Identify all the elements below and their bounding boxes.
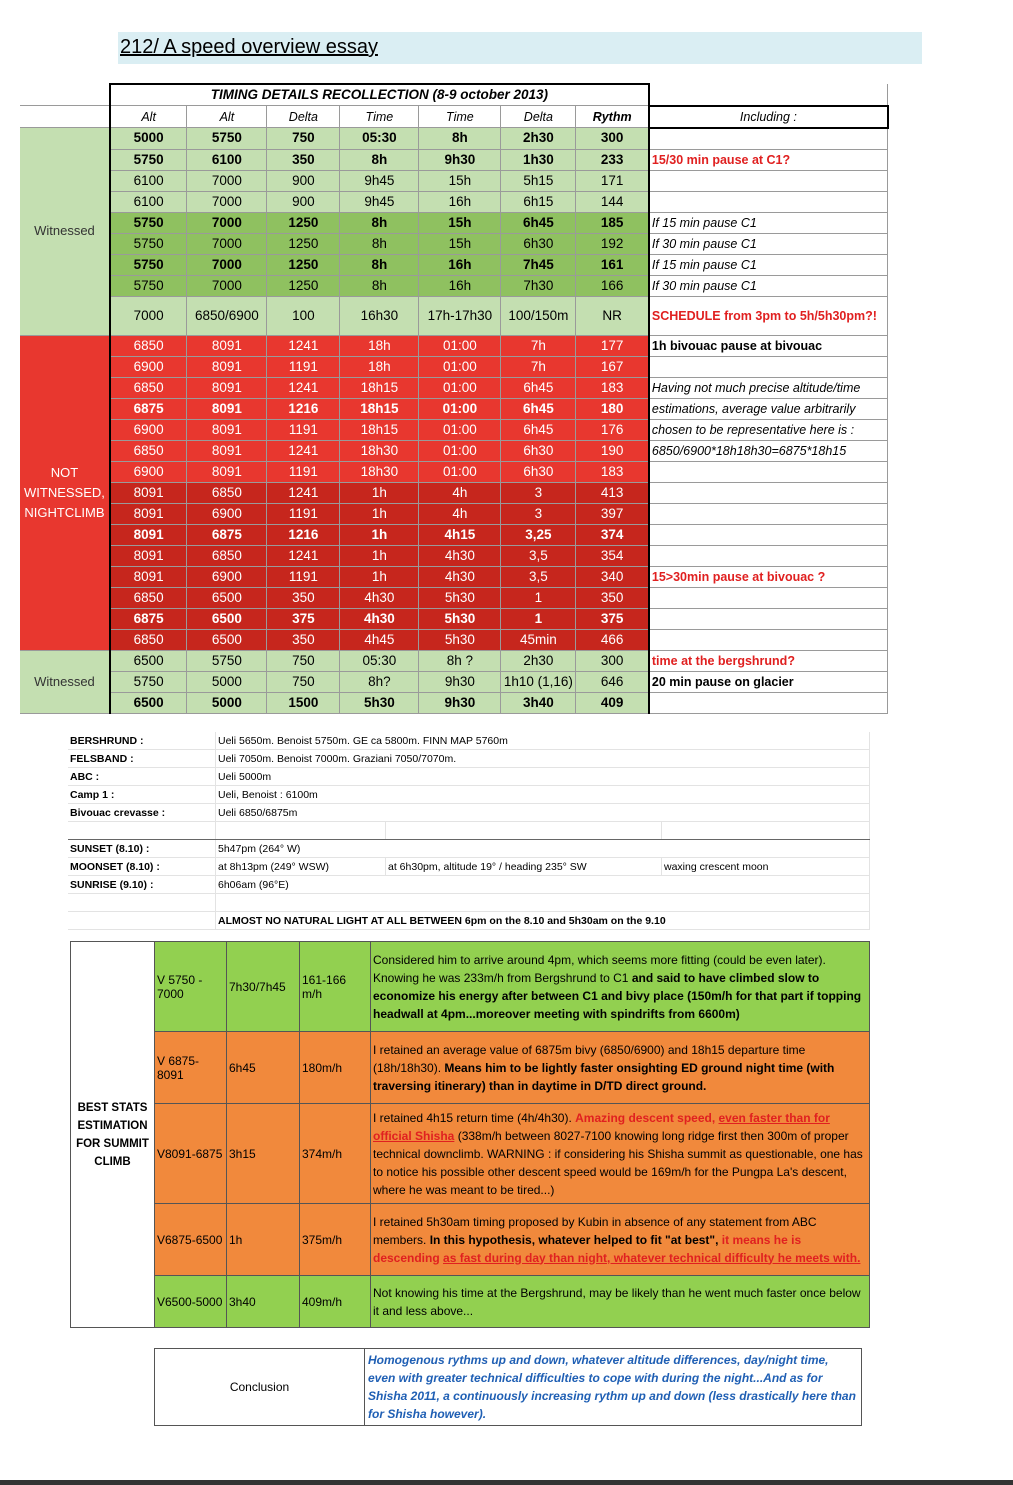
timing-cell: 6100	[187, 149, 267, 170]
timing-cell: 350	[267, 149, 340, 170]
timing-cell: 8h	[340, 254, 419, 275]
timing-cell: 466	[576, 629, 649, 650]
timing-cell: 05:30	[340, 650, 419, 671]
timing-cell: 180	[576, 398, 649, 419]
timing-cell: 01:00	[419, 461, 501, 482]
timing-row	[20, 440, 888, 461]
timing-row	[20, 629, 888, 650]
timing-cell: 8091	[110, 482, 187, 503]
timing-note	[649, 482, 888, 503]
timing-cell: 6900	[110, 419, 187, 440]
timing-cell: 375	[267, 608, 340, 629]
timing-cell: 6100	[110, 191, 187, 212]
timing-cell: 183	[576, 461, 649, 482]
timing-note	[649, 629, 888, 650]
timing-note	[649, 545, 888, 566]
timing-cell: 6500	[110, 692, 187, 713]
timing-cell: 1h	[340, 503, 419, 524]
timing-note	[649, 608, 888, 629]
conclusion-table	[154, 1348, 862, 1426]
timing-cell: 1	[501, 608, 576, 629]
page-title: 212/ A speed overview essay	[120, 36, 378, 58]
timing-note	[649, 170, 888, 191]
timing-cell: 4h30	[419, 545, 501, 566]
timing-cell: 171	[576, 170, 649, 191]
timing-cell: 16h	[419, 254, 501, 275]
timing-note: chosen to be representative here is :	[649, 419, 888, 440]
timing-cell: 6850/6900	[187, 296, 267, 335]
timing-cell: 7h45	[501, 254, 576, 275]
timing-note	[649, 356, 888, 377]
timing-note: 15/30 min pause at C1?	[649, 149, 888, 170]
group-witnessed-return: Witnessed	[20, 650, 110, 713]
timing-cell: 9h45	[340, 191, 419, 212]
info-row-light: ALMOST NO NATURAL LIGHT AT ALL BETWEEN 6pm on the 8.10 and 5h30am on the 9.10	[68, 912, 870, 930]
info-row-sunrise: SUNRISE (9.10) : 6h06am (96°E)	[68, 876, 870, 894]
timing-cell: 6h15	[501, 191, 576, 212]
info-row-camp1: Camp 1 : Ueli, Benoist : 6100m	[68, 786, 870, 804]
timing-cell: 8h?	[340, 671, 419, 692]
timing-row	[20, 692, 888, 713]
timing-cell: 1241	[267, 335, 340, 356]
timing-cell: 6850	[110, 377, 187, 398]
timing-cell: 6100	[110, 170, 187, 191]
timing-cell: 8091	[187, 461, 267, 482]
timing-cell: 5h30	[419, 608, 501, 629]
best-row-4: V6875-6500 1h 375m/h I retained 5h30am timing proposed by Kubin in absence of any statement from ABC members. In this hypothesis, whatever helped to fit "at best", it means he is descending as fast during day than night, whatever technical difficulty he meets with.	[71, 1204, 870, 1276]
timing-cell: 18h	[340, 356, 419, 377]
timing-row	[20, 356, 888, 377]
timing-row	[20, 650, 888, 671]
timing-cell: 5750	[110, 671, 187, 692]
timing-cell: 6850	[187, 545, 267, 566]
timing-row	[20, 275, 888, 296]
info-row-abc: ABC : Ueli 5000m	[68, 768, 870, 786]
timing-cell: 374	[576, 524, 649, 545]
timing-cell: 8091	[110, 503, 187, 524]
timing-row	[20, 461, 888, 482]
timing-cell: 45min	[501, 629, 576, 650]
timing-row	[20, 503, 888, 524]
best-row-5: V6500-5000 3h40 409m/h Not knowing his time at the Bergshrund, may be likely than he went much faster once below it and less above...	[71, 1276, 870, 1328]
timing-cell: 9h30	[419, 692, 501, 713]
timing-cell: 18h15	[340, 398, 419, 419]
timing-cell: 4h30	[419, 566, 501, 587]
timing-cell: 900	[267, 191, 340, 212]
conclusion-text: Homogenous rythms up and down, whatever altitude differences, day/night time, even with greater technical difficulties to cope with during the night...And as for Shisha 2011, a continuously increasing rythm up and down (less drastically here than for Shisha however).	[365, 1349, 862, 1426]
timing-cell: 167	[576, 356, 649, 377]
timing-row	[20, 587, 888, 608]
timing-cell: 18h15	[340, 377, 419, 398]
timing-note: Having not much precise altitude/time	[649, 377, 888, 398]
timing-cell: 190	[576, 440, 649, 461]
bottom-divider	[0, 1480, 1013, 1485]
timing-cell: 5750	[187, 650, 267, 671]
timing-cell: 6h45	[501, 377, 576, 398]
timing-row	[20, 335, 888, 356]
timing-cell: 5750	[110, 149, 187, 170]
timing-note: 15>30min pause at bivouac ?	[649, 566, 888, 587]
timing-row	[20, 128, 888, 150]
group-not-witnessed: NOT WITNESSED, NIGHTCLIMB	[20, 335, 110, 650]
timing-cell: 5h30	[419, 587, 501, 608]
column-header: Alt	[187, 106, 267, 128]
timing-cell: 16h30	[340, 296, 419, 335]
timing-cell: 16h	[419, 275, 501, 296]
timing-row	[20, 482, 888, 503]
timing-cell: 18h30	[340, 440, 419, 461]
timing-cell: 4h30	[340, 608, 419, 629]
timing-row	[20, 671, 888, 692]
timing-cell: 409	[576, 692, 649, 713]
timing-cell: 5000	[187, 692, 267, 713]
timing-cell: 1216	[267, 524, 340, 545]
timing-cell: 5h30	[419, 629, 501, 650]
timing-cell: 4h30	[340, 587, 419, 608]
column-header: Delta	[501, 106, 576, 128]
timing-cell: 3,25	[501, 524, 576, 545]
best-row-3: V8091-6875 3h15 374m/h I retained 4h15 return time (4h/4h30). Amazing descent speed, even faster than for official Shisha (338m/h between 8027-7100 knowing long ridge first then 300m of proper technical downclimb. WARNING : if considering his Shisha summit as questionable, one has to notice his possible other descent speed would be 169m/h for the Pungpa La's descent, where he was meant to be tired...)	[71, 1104, 870, 1204]
timing-note: If 30 min pause C1	[649, 233, 888, 254]
timing-cell: 4h45	[340, 629, 419, 650]
timing-title: TIMING DETAILS RECOLLECTION (8-9 october 2013)	[110, 84, 649, 106]
timing-cell: 8h	[419, 128, 501, 150]
timing-cell: 3,5	[501, 566, 576, 587]
timing-note: If 30 min pause C1	[649, 275, 888, 296]
timing-row	[20, 377, 888, 398]
group-witnessed: Witnessed	[20, 128, 110, 336]
timing-cell: 750	[267, 671, 340, 692]
timing-cell: 6850	[187, 482, 267, 503]
best-row-1: BEST STATS ESTIMATION FOR SUMMIT CLIMB V 5750 - 7000 7h30/7h45 161-166 m/h Considered him to arrive around 4pm, which seems more fitting (could be even later). Knowing he was 233m/h from Bergshrund to C1 and said to have climbed slow to economize his energy after between C1 and bivy place (150m/h for that part if topping headwall at 4pm...moreover meeting with spindrifts from 6600m)	[71, 942, 870, 1032]
timing-cell: 7000	[187, 191, 267, 212]
timing-cell: 1191	[267, 419, 340, 440]
timing-row	[20, 212, 888, 233]
timing-cell: 233	[576, 149, 649, 170]
timing-row	[20, 545, 888, 566]
timing-row	[20, 608, 888, 629]
timing-cell: 9h30	[419, 671, 501, 692]
timing-cell: 750	[267, 128, 340, 150]
timing-cell: 6875	[187, 524, 267, 545]
timing-cell: 15h	[419, 233, 501, 254]
timing-note	[649, 461, 888, 482]
timing-cell: 144	[576, 191, 649, 212]
timing-cell: 1h	[340, 482, 419, 503]
timing-cell: 9h45	[340, 170, 419, 191]
timing-row	[20, 524, 888, 545]
timing-cell: 5750	[110, 275, 187, 296]
timing-cell: 05:30	[340, 128, 419, 150]
timing-note: 6850/6900*18h18h30=6875*18h15	[649, 440, 888, 461]
timing-row	[20, 170, 888, 191]
timing-cell: 1191	[267, 503, 340, 524]
timing-cell: 2h30	[501, 650, 576, 671]
timing-cell: 8091	[187, 398, 267, 419]
info-row-felsband: FELSBAND : Ueli 7050m. Benoist 7000m. Graziani 7050/7070m.	[68, 750, 870, 768]
timing-cell: 6500	[187, 629, 267, 650]
timing-cell: 1h10 (1,16)	[501, 671, 576, 692]
timing-cell: 8h	[340, 233, 419, 254]
timing-note: time at the bergshrund?	[649, 650, 888, 671]
timing-note: If 15 min pause C1	[649, 212, 888, 233]
best-stats-table	[70, 941, 870, 1328]
timing-cell: 5000	[187, 671, 267, 692]
timing-cell: 7000	[110, 296, 187, 335]
timing-cell: 1h30	[501, 149, 576, 170]
best-row-2: V 6875-8091 6h45 180m/h I retained an average value of 6875m bivy (6850/6900) and 18h15 departure time (18h/18h30). Means him to be lightly faster onsighting ED ground night time (with traversing itinerary) than in daytime in D/TD direct ground.	[71, 1032, 870, 1104]
timing-cell: 9h30	[419, 149, 501, 170]
timing-note: estimations, average value arbitrarily	[649, 398, 888, 419]
timing-cell: 1241	[267, 377, 340, 398]
timing-row	[20, 296, 888, 335]
timing-cell: 8091	[187, 419, 267, 440]
timing-cell: 750	[267, 650, 340, 671]
timing-table	[20, 83, 889, 714]
timing-cell: 18h	[340, 335, 419, 356]
timing-row	[20, 254, 888, 275]
timing-cell: 01:00	[419, 335, 501, 356]
timing-cell: 5h15	[501, 170, 576, 191]
timing-row	[20, 233, 888, 254]
timing-cell: 6500	[110, 650, 187, 671]
timing-cell: 185	[576, 212, 649, 233]
timing-cell: 5h30	[340, 692, 419, 713]
timing-cell: 5000	[110, 128, 187, 150]
timing-cell: 2h30	[501, 128, 576, 150]
timing-cell: 8091	[187, 335, 267, 356]
timing-cell: 15h	[419, 170, 501, 191]
timing-cell: 6875	[110, 398, 187, 419]
timing-cell: 1250	[267, 233, 340, 254]
timing-cell: 192	[576, 233, 649, 254]
timing-cell: 6850	[110, 440, 187, 461]
info-row-bershrund: BERSHRUND : Ueli 5650m. Benoist 5750m. GE ca 5800m. FINN MAP 5760m	[68, 732, 870, 750]
timing-cell: 8h	[340, 149, 419, 170]
timing-cell: 8h	[340, 275, 419, 296]
timing-cell: 01:00	[419, 377, 501, 398]
timing-cell: 6850	[110, 587, 187, 608]
timing-cell: 5750	[187, 128, 267, 150]
timing-row	[20, 149, 888, 170]
timing-cell: 3	[501, 503, 576, 524]
column-header: Alt	[110, 106, 187, 128]
timing-cell: 7000	[187, 170, 267, 191]
timing-cell: 7h	[501, 335, 576, 356]
timing-note	[649, 503, 888, 524]
timing-cell: 1191	[267, 461, 340, 482]
timing-cell: 6h45	[501, 419, 576, 440]
timing-cell: 01:00	[419, 419, 501, 440]
timing-cell: 6850	[110, 335, 187, 356]
timing-cell: 100	[267, 296, 340, 335]
timing-cell: 7000	[187, 275, 267, 296]
timing-cell: 6h45	[501, 212, 576, 233]
timing-row	[20, 566, 888, 587]
conclusion-label: Conclusion	[155, 1349, 365, 1426]
timing-cell: 1191	[267, 566, 340, 587]
timing-cell: 5750	[110, 254, 187, 275]
timing-note	[649, 692, 888, 713]
timing-cell: 3	[501, 482, 576, 503]
timing-note	[649, 587, 888, 608]
timing-cell: 8091	[110, 566, 187, 587]
timing-cell: 01:00	[419, 398, 501, 419]
timing-cell: 100/150m	[501, 296, 576, 335]
info-row-sunset: SUNSET (8.10) : 5h47pm (264° W)	[68, 840, 870, 858]
timing-cell: NR	[576, 296, 649, 335]
timing-cell: 354	[576, 545, 649, 566]
timing-cell: 3,5	[501, 545, 576, 566]
timing-cell: 6h45	[501, 398, 576, 419]
timing-row	[20, 191, 888, 212]
timing-row	[20, 398, 888, 419]
column-header: Delta	[267, 106, 340, 128]
timing-note	[649, 524, 888, 545]
column-header: Time	[340, 106, 419, 128]
timing-header-row	[20, 84, 888, 106]
timing-cell: 300	[576, 650, 649, 671]
timing-cell: 1	[501, 587, 576, 608]
timing-row	[20, 419, 888, 440]
timing-cell: 300	[576, 128, 649, 150]
timing-cell: 5750	[110, 212, 187, 233]
timing-cell: 3h40	[501, 692, 576, 713]
timing-cell: 350	[267, 629, 340, 650]
timing-cell: 7000	[187, 233, 267, 254]
timing-cell: 7h	[501, 356, 576, 377]
timing-cell: 01:00	[419, 356, 501, 377]
column-header: Including :	[649, 106, 888, 128]
timing-cell: 350	[267, 587, 340, 608]
timing-cell: 6900	[110, 461, 187, 482]
timing-cell: 1250	[267, 275, 340, 296]
timing-cell: 1h	[340, 524, 419, 545]
timing-note	[649, 191, 888, 212]
timing-cell: 1h	[340, 566, 419, 587]
timing-cell: 6500	[187, 608, 267, 629]
timing-cell: 177	[576, 335, 649, 356]
timing-cell: 1h	[340, 545, 419, 566]
timing-note	[649, 128, 888, 150]
timing-cell: 6h30	[501, 461, 576, 482]
timing-cell: 16h	[419, 191, 501, 212]
timing-cell: 8091	[187, 440, 267, 461]
timing-cell: 8091	[187, 377, 267, 398]
timing-cell: 1216	[267, 398, 340, 419]
timing-cell: 166	[576, 275, 649, 296]
timing-cell: 6850	[110, 629, 187, 650]
timing-cell: 6h30	[501, 233, 576, 254]
timing-cell: 375	[576, 608, 649, 629]
timing-cell: 7000	[187, 254, 267, 275]
timing-cell: 8091	[110, 545, 187, 566]
timing-cell: 8091	[110, 524, 187, 545]
timing-cell: 413	[576, 482, 649, 503]
timing-cell: 4h15	[419, 524, 501, 545]
timing-note: 1h bivouac pause at bivouac	[649, 335, 888, 356]
timing-cell: 6900	[110, 356, 187, 377]
timing-cell: 900	[267, 170, 340, 191]
timing-cell: 1250	[267, 212, 340, 233]
timing-cell: 18h15	[340, 419, 419, 440]
timing-cell: 6h30	[501, 440, 576, 461]
column-header: Rythm	[576, 106, 649, 128]
column-header: Time	[419, 106, 501, 128]
timing-column-row	[20, 106, 888, 128]
timing-cell: 01:00	[419, 440, 501, 461]
timing-cell: 1241	[267, 545, 340, 566]
timing-cell: 1500	[267, 692, 340, 713]
info-row-moonset: MOONSET (8.10) : at 8h13pm (249° WSW) at 6h30pm, altitude 19° / heading 235° SW waxing crescent moon	[68, 858, 870, 876]
timing-cell: 15h	[419, 212, 501, 233]
timing-cell: 161	[576, 254, 649, 275]
timing-cell: 1250	[267, 254, 340, 275]
timing-cell: 8h ?	[419, 650, 501, 671]
timing-cell: 1191	[267, 356, 340, 377]
timing-cell: 6500	[187, 587, 267, 608]
timing-cell: 17h-17h30	[419, 296, 501, 335]
timing-cell: 1241	[267, 482, 340, 503]
timing-cell: 1241	[267, 440, 340, 461]
timing-cell: 340	[576, 566, 649, 587]
timing-cell: 18h30	[340, 461, 419, 482]
timing-cell: 183	[576, 377, 649, 398]
timing-cell: 5750	[110, 233, 187, 254]
timing-note: If 15 min pause C1	[649, 254, 888, 275]
timing-cell: 8091	[187, 356, 267, 377]
info-row-bivouac: Bivouac crevasse : Ueli 6850/6875m	[68, 804, 870, 822]
reference-info-table	[68, 732, 870, 930]
timing-cell: 7000	[187, 212, 267, 233]
timing-cell: 6900	[187, 503, 267, 524]
timing-cell: 4h	[419, 503, 501, 524]
timing-cell: 4h	[419, 482, 501, 503]
timing-cell: 6875	[110, 608, 187, 629]
timing-cell: 646	[576, 671, 649, 692]
timing-note: SCHEDULE from 3pm to 5h/5h30pm?!	[649, 296, 888, 335]
timing-cell: 397	[576, 503, 649, 524]
timing-cell: 7h30	[501, 275, 576, 296]
timing-cell: 8h	[340, 212, 419, 233]
timing-cell: 350	[576, 587, 649, 608]
timing-cell: 6900	[187, 566, 267, 587]
timing-cell: 176	[576, 419, 649, 440]
timing-note: 20 min pause on glacier	[649, 671, 888, 692]
